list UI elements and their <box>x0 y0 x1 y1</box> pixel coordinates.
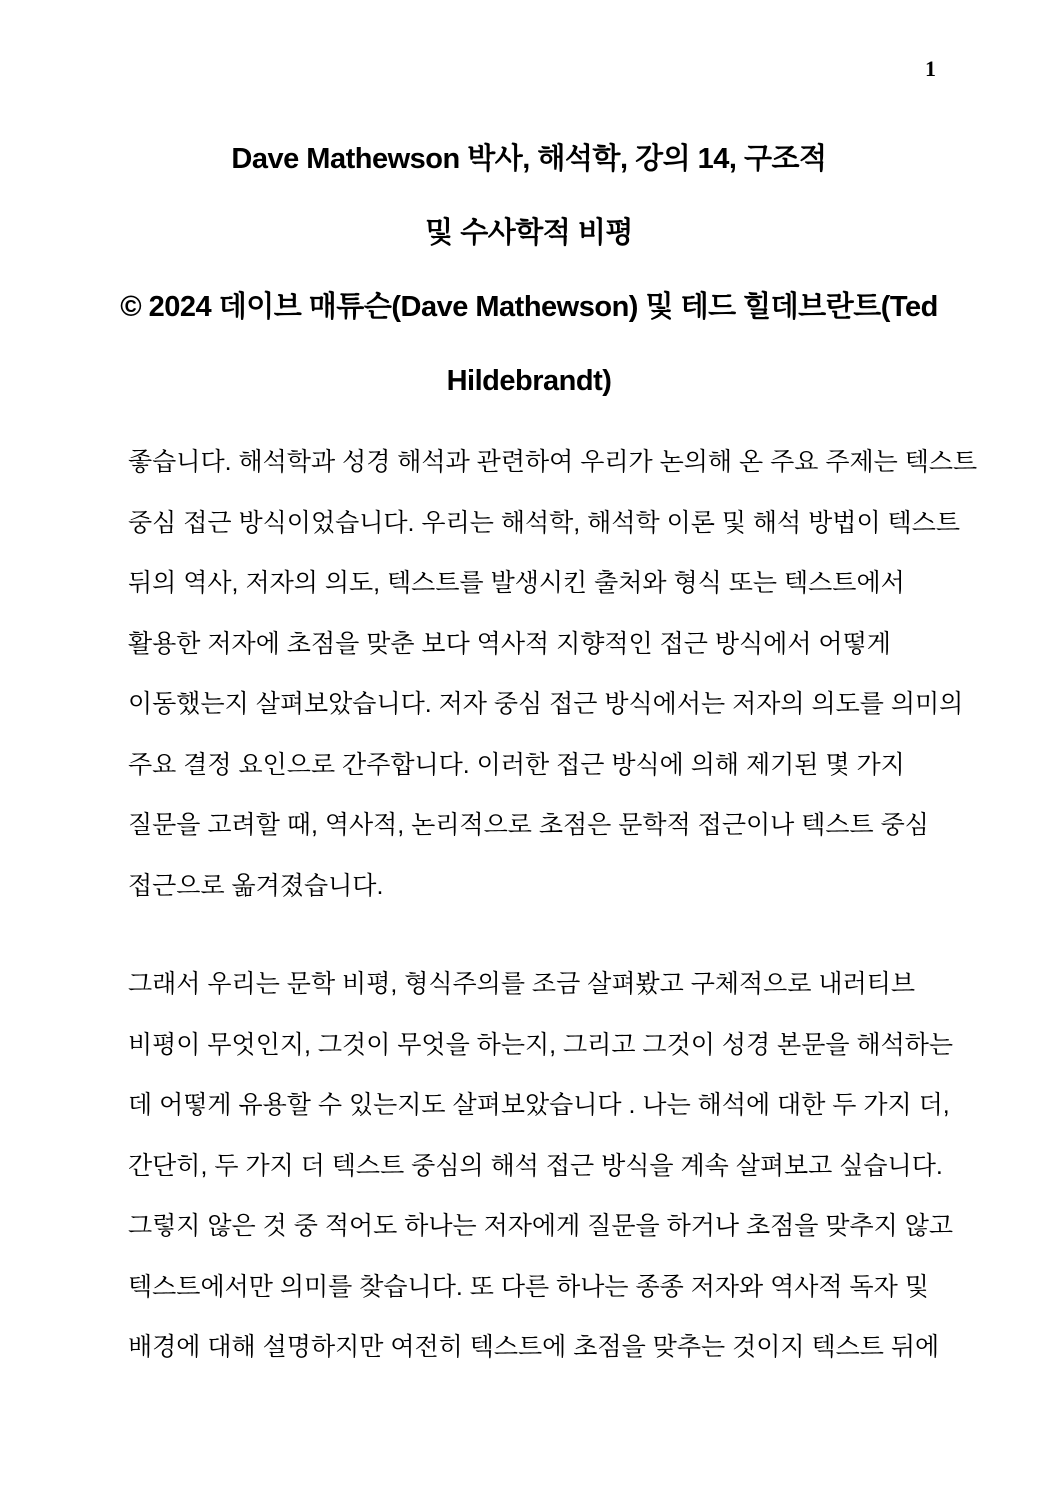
page-number: 1 <box>925 56 936 81</box>
document-title-line-2: 및 수사학적 비평 <box>425 217 633 249</box>
document-title-line-1: Dave Mathewson 박사, 해석학, 강의 14, 구조적 <box>231 143 827 175</box>
paragraph-1-line-3: 뒤의 역사, 저자의 의도, 텍스트를 발생시킨 출처와 형식 또는 텍스트에서 <box>128 569 905 597</box>
paragraph-1-line-6: 주요 결정 요인으로 간주합니다. 이러한 접근 방식에 의해 제기된 몇 가지 <box>128 750 905 779</box>
paragraph-2 <box>128 954 954 1378</box>
paragraph-1-line-7: 질문을 고려할 때, 역사적, 논리적으로 초점은 문학적 접근이나 텍스트 중심 <box>128 811 929 839</box>
document-header <box>0 0 1058 418</box>
paragraph-2-line-1: 그래서 우리는 문학 비평, 형식주의를 조금 살펴봤고 구체적으로 내러티브 <box>128 970 916 998</box>
paragraph-1-line-5: 이동했는지 살펴보았습니다. 저자 중심 접근 방식에서는 저자의 의도를 의미의 <box>128 690 964 718</box>
paragraph-1-line-8: 접근으로 옮겨졌습니다. <box>128 871 384 900</box>
document-body <box>0 432 1058 1378</box>
paragraph-2-line-5: 그렇지 않은 것 중 적어도 하나는 저자에게 질문을 하거나 초점을 맞추지 않고 <box>128 1212 954 1240</box>
paragraph-2-line-3: 데 어떻게 유용할 수 있는지도 살펴보았습니다 . 나는 해석에 대한 두 가지 더, <box>128 1091 950 1119</box>
paragraph-1-line-2: 중심 접근 방식이었습니다. 우리는 해석학, 해석학 이론 및 해석 방법이 텍스트 <box>128 508 961 537</box>
paragraph-1 <box>128 432 978 916</box>
copyright-line-1: © 2024 데이브 매튜슨(Dave Mathewson) 및 테드 힐데브란트(Ted <box>120 291 938 323</box>
paragraph-2-line-4: 간단히, 두 가지 더 텍스트 중심의 해석 접근 방식을 계속 살펴보고 싶습니다. <box>128 1151 943 1180</box>
paragraph-1-line-4: 활용한 저자에 초점을 맞춘 보다 역사적 지향적인 접근 방식에서 어떻게 <box>128 629 891 658</box>
paragraph-2-line-6: 텍스트에서만 의미를 찾습니다. 또 다른 하나는 종종 저자와 역사적 독자 및 <box>128 1272 929 1301</box>
paragraph-1-line-1: 좋습니다. 해석학과 성경 해석과 관련하여 우리가 논의해 온 주요 주제는 텍스트 <box>128 448 978 476</box>
paragraph-2-line-7: 배경에 대해 설명하지만 여전히 텍스트에 초점을 맞추는 것이지 텍스트 뒤에 <box>128 1333 940 1361</box>
copyright-line-2: Hildebrandt) <box>446 365 612 397</box>
paragraph-2-line-2: 비평이 무엇인지, 그것이 무엇을 하는지, 그리고 그것이 성경 본문을 해석하는 <box>128 1030 954 1059</box>
